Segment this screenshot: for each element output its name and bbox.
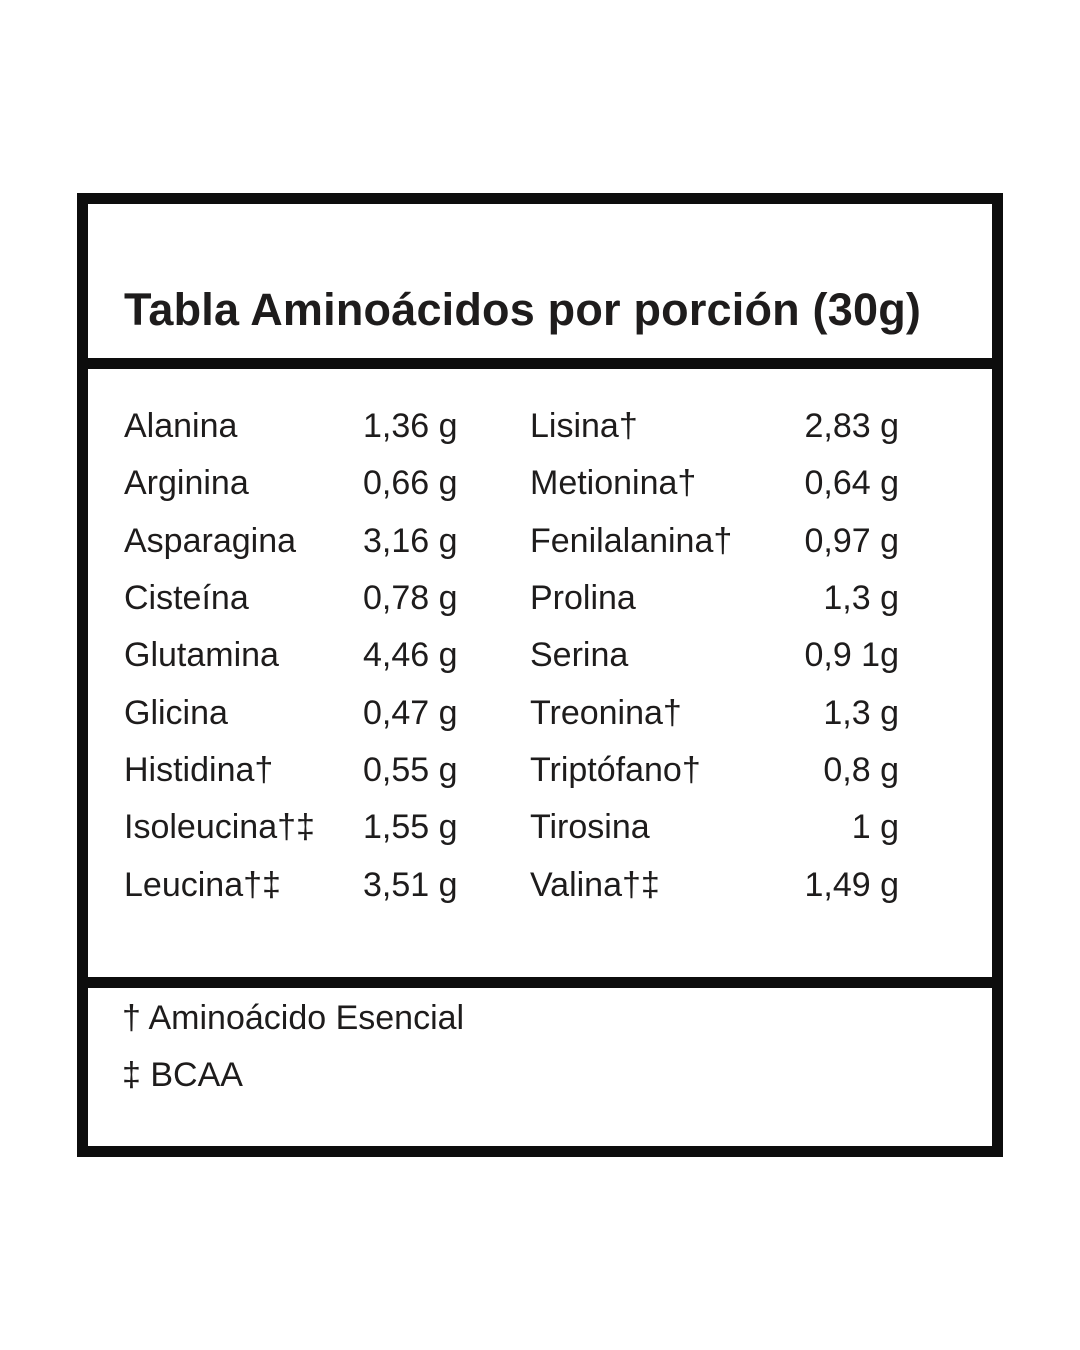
footnote-bcaa: ‡ BCAA	[122, 1056, 243, 1094]
amino-name-cell: Isoleucina†‡	[124, 808, 315, 847]
amino-name-cell: Glicina	[124, 693, 228, 732]
amino-value-cell: 0,9 1g	[804, 636, 899, 675]
amino-name-cell: Cisteína	[124, 579, 249, 618]
amino-value-cell: 1 g	[851, 808, 899, 847]
table-row	[124, 455, 899, 512]
amino-value-cell: 0,47 g	[363, 693, 458, 732]
amino-value-cell: 1,3 g	[823, 579, 899, 618]
amino-name-cell: Asparagina	[124, 521, 297, 560]
amino-name-cell: Tirosina	[530, 808, 650, 847]
table-row	[124, 799, 899, 856]
amino-value-cell: 3,51 g	[363, 865, 458, 904]
table-row	[124, 513, 899, 570]
amino-name-cell: Triptófano†	[530, 750, 701, 789]
amino-value-cell: 1,36 g	[363, 407, 458, 446]
table-row	[124, 856, 899, 913]
amino-value-cell: 4,46 g	[363, 636, 458, 675]
amino-value-cell: 1,49 g	[804, 865, 899, 904]
title-section	[77, 193, 1003, 369]
amino-value-cell: 0,97 g	[804, 521, 899, 560]
amino-name-cell: Serina	[530, 636, 629, 675]
amino-name-cell: Lisina†	[530, 407, 638, 446]
amino-name-cell: Arginina	[124, 464, 249, 503]
amino-value-cell: 2,83 g	[804, 407, 899, 446]
amino-acids-label	[77, 193, 1003, 1157]
amino-name-cell: Leucina†‡	[124, 865, 281, 904]
amino-name-cell: Prolina	[530, 579, 636, 618]
amino-value-cell: 3,16 g	[363, 521, 458, 560]
amino-value-cell: 0,55 g	[363, 750, 458, 789]
amino-value-cell: 0,64 g	[804, 464, 899, 503]
table-row	[124, 684, 899, 741]
table-row	[124, 627, 899, 684]
table-row	[124, 398, 899, 455]
table-row	[124, 742, 899, 799]
amino-name-cell: Treonina†	[530, 693, 682, 732]
amino-name-cell: Alanina	[124, 407, 238, 446]
table-row	[124, 570, 899, 627]
amino-name-cell: Histidina†	[124, 750, 274, 789]
amino-value-cell: 0,78 g	[363, 579, 458, 618]
amino-table-section	[77, 358, 1003, 988]
amino-value-cell: 1,3 g	[823, 693, 899, 732]
footnote-essential: † Aminoácido Esencial	[122, 999, 465, 1037]
amino-name-cell: Fenilalanina†	[530, 521, 733, 560]
amino-name-cell: Valina†‡	[530, 865, 660, 904]
amino-value-cell: 0,66 g	[363, 464, 458, 503]
amino-name-cell: Metionina†	[530, 464, 697, 503]
page-title: Tabla Aminoácidos por porción (30g)	[124, 284, 922, 335]
amino-value-cell: 0,8 g	[823, 750, 899, 789]
amino-name-cell: Glutamina	[124, 636, 279, 675]
footnotes-section	[77, 977, 1003, 1157]
amino-value-cell: 1,55 g	[363, 808, 458, 847]
